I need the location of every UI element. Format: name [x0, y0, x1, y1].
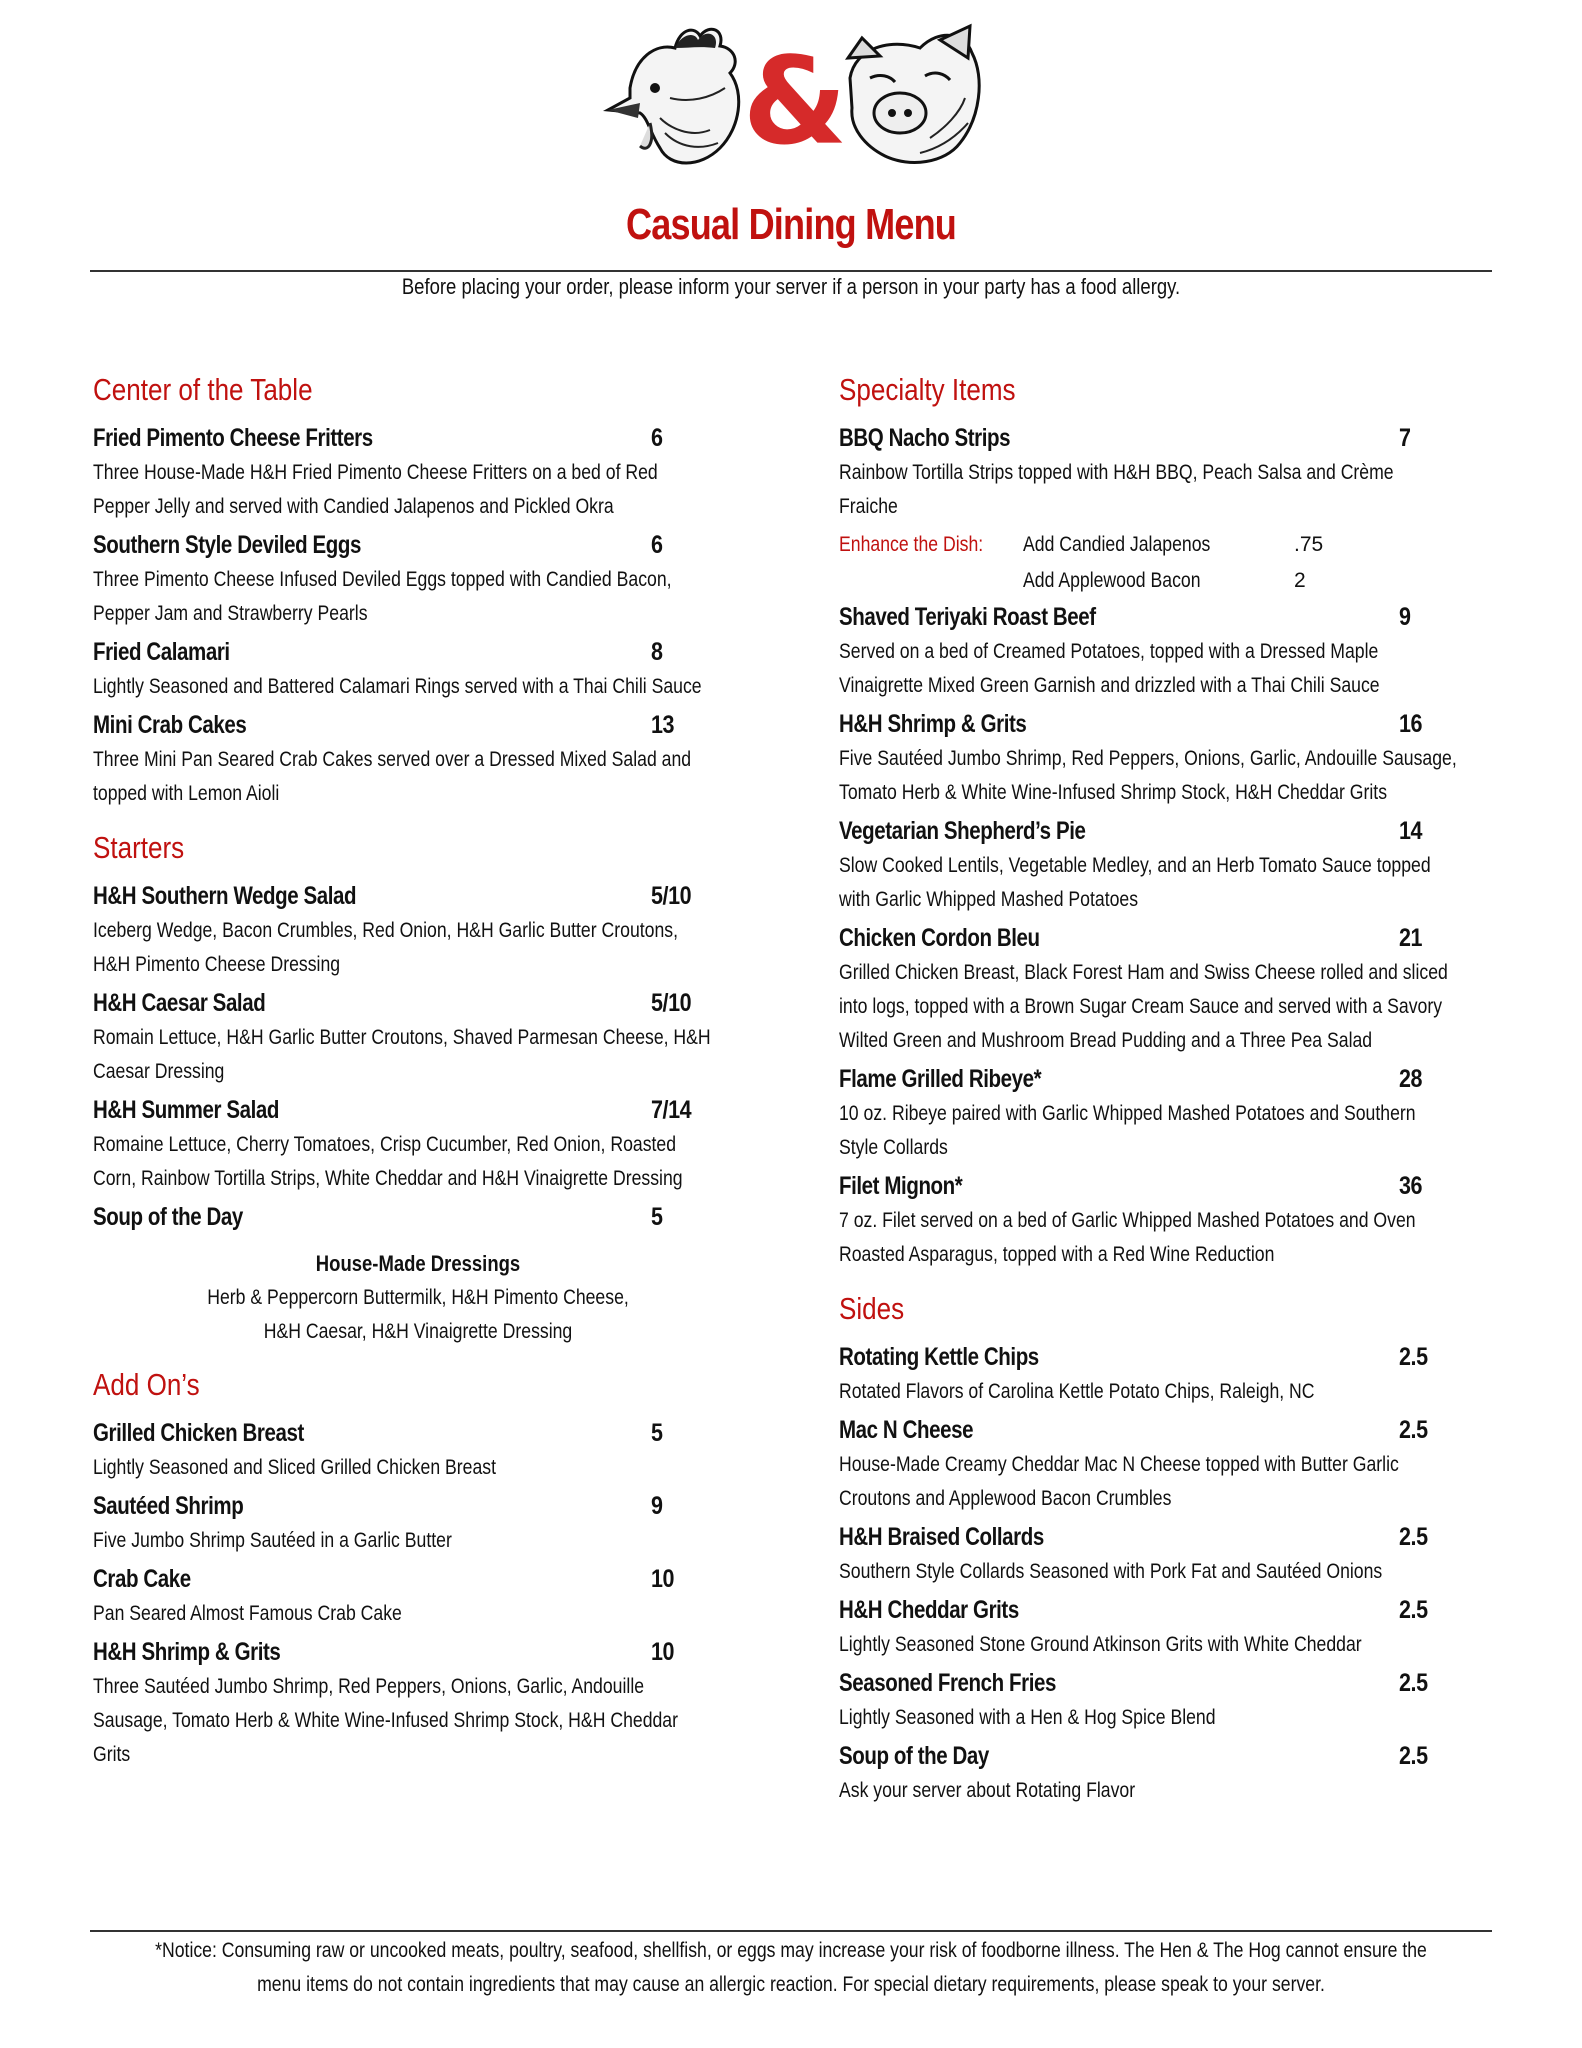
item-desc-line: Roasted Asparagus, topped with a Red Wine Reduction	[839, 1243, 1275, 1266]
item-desc	[839, 1097, 1499, 1165]
section-title-center: Center of the Table	[93, 372, 313, 407]
page-title: Casual Dining Menu	[625, 200, 957, 249]
title-divider	[90, 270, 1492, 272]
item-price: 9	[1399, 603, 1411, 631]
starters-items	[93, 878, 783, 1235]
menu-item	[93, 985, 783, 1089]
item-name: Seasoned French Fries	[839, 1669, 1056, 1697]
item-name: BBQ Nacho Strips	[839, 424, 1011, 452]
item-name: Vegetarian Shepherd’s Pie	[839, 817, 1086, 845]
item-desc	[839, 1448, 1499, 1516]
section-title-starters: Starters	[93, 830, 185, 865]
item-desc-line: Served on a bed of Creamed Potatoes, topped with a Dressed Maple	[839, 640, 1379, 663]
item-desc-line: Lightly Seasoned and Sliced Grilled Chicken Breast	[93, 1456, 497, 1479]
item-desc	[839, 1204, 1499, 1272]
menu-item	[839, 813, 1499, 917]
menu-item	[839, 1168, 1499, 1272]
enhance-label: Enhance the Dish:	[839, 533, 984, 556]
menu-item	[839, 1412, 1499, 1516]
item-price: 2.5	[1399, 1343, 1428, 1371]
item-price: 9	[651, 1492, 663, 1520]
menu-item	[839, 1665, 1499, 1735]
item-desc	[839, 1375, 1499, 1409]
item-desc-line: Pan Seared Almost Famous Crab Cake	[93, 1602, 402, 1625]
ampersand-icon: &	[742, 33, 848, 172]
item-desc	[839, 1774, 1499, 1808]
footer-divider	[90, 1930, 1492, 1932]
item-name: Soup of the Day	[93, 1203, 243, 1231]
menu-item	[839, 1738, 1499, 1808]
item-desc-line: Sausage, Tomato Herb & White Wine-Infused Shrimp Stock, H&H Cheddar	[93, 1709, 679, 1732]
item-desc	[93, 743, 783, 811]
item-desc	[839, 1701, 1499, 1735]
item-name: Fried Calamari	[93, 638, 230, 666]
menu-item	[93, 527, 783, 631]
item-price: 5/10	[651, 989, 692, 1017]
menu-item	[839, 599, 1499, 703]
item-desc	[839, 956, 1499, 1058]
item-price: 14	[1399, 817, 1423, 845]
item-price: 16	[1399, 710, 1423, 738]
item-price: 21	[1399, 924, 1423, 952]
item-name: H&H Shrimp & Grits	[839, 710, 1027, 738]
item-name: Shaved Teriyaki Roast Beef	[839, 603, 1096, 631]
item-desc	[93, 1128, 783, 1196]
item-desc	[93, 1524, 783, 1558]
item-desc	[839, 1628, 1499, 1662]
item-price: 2.5	[1399, 1742, 1428, 1770]
footer-line-2: menu items do not contain ingredients that may cause an allergic reaction. For special dietary requirements, please speak to your server.	[257, 1973, 1325, 1996]
menu-item	[839, 1061, 1499, 1165]
center-items	[93, 420, 783, 811]
menu-item	[93, 707, 783, 811]
item-desc-line: Ask your server about Rotating Flavor	[839, 1779, 1136, 1802]
item-name: Sautéed Shrimp	[93, 1492, 244, 1520]
section-title-specialty: Specialty Items	[839, 372, 1016, 407]
item-name: Filet Mignon*	[839, 1172, 963, 1200]
enhance-option: Add Applewood Bacon	[1023, 569, 1201, 592]
item-name: Grilled Chicken Breast	[93, 1419, 304, 1447]
item-price: 6	[651, 424, 663, 452]
dressings-title: House-Made Dressings	[315, 1251, 521, 1276]
item-desc-line: House-Made Creamy Cheddar Mac N Cheese topped with Butter Garlic	[839, 1453, 1399, 1476]
enhance-price: .75	[1294, 533, 1324, 556]
item-desc-line: Grilled Chicken Breast, Black Forest Ham and Swiss Cheese rolled and sliced	[839, 961, 1448, 984]
item-desc	[93, 563, 783, 631]
item-desc-line: Pepper Jelly and served with Candied Jalapenos and Pickled Okra	[93, 495, 614, 518]
item-desc-line: Corn, Rainbow Tortilla Strips, White Cheddar and H&H Vinaigrette Dressing	[93, 1167, 683, 1190]
item-desc	[839, 456, 1499, 524]
item-desc	[93, 670, 783, 704]
menu-item	[93, 420, 783, 524]
item-desc-line: 7 oz. Filet served on a bed of Garlic Whipped Mashed Potatoes and Oven	[839, 1209, 1416, 1232]
menu-item	[839, 1592, 1499, 1662]
item-name: Rotating Kettle Chips	[839, 1343, 1039, 1371]
right-column	[839, 368, 1499, 1811]
left-column	[93, 368, 783, 1775]
hen-and-hog-logo	[600, 18, 990, 178]
menu-item	[93, 1488, 783, 1558]
item-price: 2.5	[1399, 1416, 1428, 1444]
item-price: 8	[651, 638, 663, 666]
item-desc-line: Slow Cooked Lentils, Vegetable Medley, and an Herb Tomato Sauce topped	[839, 854, 1431, 877]
item-desc	[839, 635, 1499, 703]
addons-items	[93, 1415, 783, 1772]
item-price: 2.5	[1399, 1669, 1428, 1697]
item-desc	[93, 456, 783, 524]
item-price: 36	[1399, 1172, 1423, 1200]
item-desc-line: Three Sautéed Jumbo Shrimp, Red Peppers, Onions, Garlic, Andouille	[93, 1675, 645, 1698]
menu-item	[93, 634, 783, 704]
item-name: H&H Southern Wedge Salad	[93, 882, 357, 910]
enhance-row	[839, 527, 1499, 563]
section-title-addons: Add On’s	[93, 1367, 200, 1402]
item-desc-line: Iceberg Wedge, Bacon Crumbles, Red Onion, H&H Garlic Butter Croutons,	[93, 919, 679, 942]
item-name: Southern Style Deviled Eggs	[93, 531, 362, 559]
item-desc-line: Five Jumbo Shrimp Sautéed in a Garlic Butter	[93, 1529, 452, 1552]
footer-line-1: *Notice: Consuming raw or uncooked meats, poultry, seafood, shellfish, or eggs may increase your risk of foodborne illness. The Hen & The Hog cannot ensure the	[155, 1939, 1427, 1962]
section-title-sides: Sides	[839, 1291, 905, 1326]
menu-item	[839, 1339, 1499, 1409]
item-desc-line: with Garlic Whipped Mashed Potatoes	[839, 888, 1139, 911]
item-price: 5	[651, 1419, 663, 1447]
item-price: 5/10	[651, 882, 692, 910]
item-price: 28	[1399, 1065, 1423, 1093]
item-name: Mac N Cheese	[839, 1416, 974, 1444]
item-name: Mini Crab Cakes	[93, 711, 247, 739]
enhance-price: 2	[1294, 569, 1306, 592]
item-desc	[93, 1021, 783, 1089]
item-price: 10	[651, 1565, 675, 1593]
hog-icon	[848, 26, 979, 162]
item-desc-line: Lightly Seasoned with a Hen & Hog Spice Blend	[839, 1706, 1216, 1729]
footer-notice	[0, 1934, 1582, 2002]
specialty-items	[839, 599, 1499, 1272]
item-desc	[93, 1451, 783, 1485]
item-price: 10	[651, 1638, 675, 1666]
menu-item	[93, 1561, 783, 1631]
item-name: H&H Braised Collards	[839, 1523, 1044, 1551]
item-desc-line: Three House-Made H&H Fried Pimento Cheese Fritters on a bed of Red	[93, 461, 658, 484]
item-price: 7	[1399, 424, 1411, 452]
item-desc-line: Caesar Dressing	[93, 1060, 225, 1083]
item-desc-line: Croutons and Applewood Bacon Crumbles	[839, 1487, 1172, 1510]
item-price: 7/14	[651, 1096, 692, 1124]
item-price: 2.5	[1399, 1596, 1428, 1624]
item-desc-line: Five Sautéed Jumbo Shrimp, Red Peppers, Onions, Garlic, Andouille Sausage,	[839, 747, 1457, 770]
item-price: 13	[651, 711, 675, 739]
menu-item	[93, 878, 783, 982]
menu-item	[839, 1519, 1499, 1589]
item-desc-line: Fraiche	[839, 495, 898, 518]
item-desc-line: Three Pimento Cheese Infused Deviled Eggs topped with Candied Bacon,	[93, 568, 672, 591]
menu-item	[93, 1199, 783, 1235]
item-desc-line: Wilted Green and Mushroom Bread Pudding and a Three Pea Salad	[839, 1029, 1373, 1052]
item-desc-line: Romaine Lettuce, Cherry Tomatoes, Crisp Cucumber, Red Onion, Roasted	[93, 1133, 677, 1156]
enhance-option: Add Candied Jalapenos	[1023, 533, 1211, 556]
item-desc	[93, 1597, 783, 1631]
item-name: H&H Caesar Salad	[93, 989, 266, 1017]
item-desc-line: Pepper Jam and Strawberry Pearls	[93, 602, 368, 625]
item-name: Chicken Cordon Bleu	[839, 924, 1040, 952]
item-desc-line: Tomato Herb & White Wine-Infused Shrimp Stock, H&H Cheddar Grits	[839, 781, 1388, 804]
menu-item	[93, 1092, 783, 1196]
item-name: H&H Summer Salad	[93, 1096, 279, 1124]
item-desc-line: 10 oz. Ribeye paired with Garlic Whipped Mashed Potatoes and Southern	[839, 1102, 1416, 1125]
item-desc-line: Style Collards	[839, 1136, 948, 1159]
item-desc-line: topped with Lemon Aioli	[93, 782, 280, 805]
item-desc-line: Rotated Flavors of Carolina Kettle Potato Chips, Raleigh, NC	[839, 1380, 1315, 1403]
item-name: H&H Shrimp & Grits	[93, 1638, 281, 1666]
item-desc-line: Three Mini Pan Seared Crab Cakes served over a Dressed Mixed Salad and	[93, 748, 692, 771]
menu-item	[839, 706, 1499, 810]
menu-item	[93, 1415, 783, 1485]
item-name: Flame Grilled Ribeye*	[839, 1065, 1042, 1093]
item-desc	[839, 849, 1499, 917]
allergy-note: Before placing your order, please inform your server if a person in your party has a food allergy.	[401, 274, 1181, 299]
item-price: 2.5	[1399, 1523, 1428, 1551]
item-desc-line: Lightly Seasoned Stone Ground Atkinson Grits with White Cheddar	[839, 1633, 1362, 1656]
item-desc-line: Lightly Seasoned and Battered Calamari Rings served with a Thai Chili Sauce	[93, 675, 702, 698]
item-desc-line: Grits	[93, 1743, 131, 1766]
dressings-line-2: H&H Caesar, H&H Vinaigrette Dressing	[263, 1320, 573, 1343]
item-desc-line: H&H Pimento Cheese Dressing	[93, 953, 341, 976]
item-desc-line: Southern Style Collards Seasoned with Pork Fat and Sautéed Onions	[839, 1560, 1383, 1583]
item-desc-line: into logs, topped with a Brown Sugar Cream Sauce and served with a Savory	[839, 995, 1443, 1018]
item-desc	[839, 742, 1499, 810]
item-price: 5	[651, 1203, 663, 1231]
dressings-line-1: Herb & Peppercorn Buttermilk, H&H Pimento Cheese,	[207, 1286, 629, 1309]
item-name: H&H Cheddar Grits	[839, 1596, 1019, 1624]
enhance-row	[839, 563, 1499, 599]
item-name: Fried Pimento Cheese Fritters	[93, 424, 373, 452]
dressings-block	[93, 1247, 743, 1349]
item-desc	[93, 914, 783, 982]
menu-item	[93, 1634, 783, 1772]
item-desc-line: Vinaigrette Mixed Green Garnish and drizzled with a Thai Chili Sauce	[839, 674, 1380, 697]
item-desc-line: Romain Lettuce, H&H Garlic Butter Croutons, Shaved Parmesan Cheese, H&H	[93, 1026, 711, 1049]
menu-item	[839, 420, 1499, 524]
menu-item	[839, 920, 1499, 1058]
item-desc	[839, 1555, 1499, 1589]
item-name: Soup of the Day	[839, 1742, 989, 1770]
item-desc-line: Rainbow Tortilla Strips topped with H&H BBQ, Peach Salsa and Crème	[839, 461, 1394, 484]
item-desc	[93, 1670, 783, 1772]
hen-icon	[608, 29, 739, 163]
item-name: Crab Cake	[93, 1565, 191, 1593]
sides-items	[839, 1339, 1499, 1808]
item-price: 6	[651, 531, 663, 559]
